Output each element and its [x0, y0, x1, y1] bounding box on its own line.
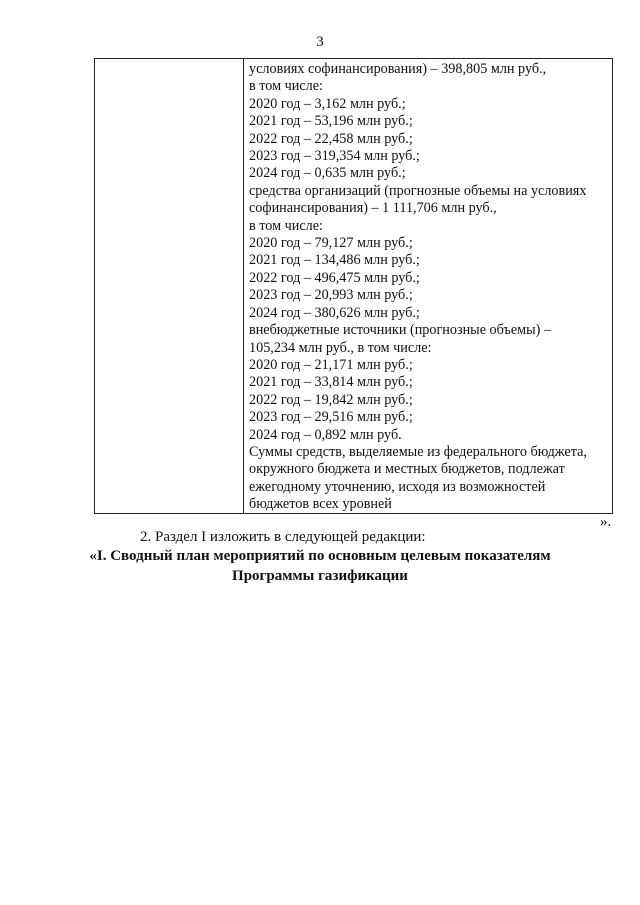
- table-cell-line: 2024 год – 0,892 млн руб.: [249, 426, 402, 443]
- table-cell-line: 2020 год – 3,162 млн руб.;: [249, 95, 406, 112]
- table-cell-line: 2023 год – 20,993 млн руб.;: [249, 287, 413, 304]
- table-cell-line: 2024 год – 380,626 млн руб.;: [249, 304, 420, 321]
- table-cell-line: 2021 год – 33,814 млн руб.;: [249, 374, 413, 391]
- closing-quote: ».: [600, 514, 612, 530]
- table-cell-line: 2022 год – 19,842 млн руб.;: [249, 391, 413, 408]
- table-cell-line: 2020 год – 21,171 млн руб.;: [249, 356, 413, 373]
- table-cell-line: 2023 год – 319,354 млн руб.;: [249, 148, 420, 165]
- table-cell-line: 105,234 млн руб., в том числе:: [249, 339, 432, 356]
- table-cell-line: 2021 год – 53,196 млн руб.;: [249, 113, 413, 130]
- table-cell-line: условиях софинансирования) – 398,805 млн руб.,: [249, 61, 547, 77]
- table-cell-line: окружного бюджета и местных бюджетов, подлежат: [249, 461, 565, 478]
- table-cell-line: софинансирования) – 1 111,706 млн руб.,: [249, 200, 497, 217]
- table-cell-line: бюджетов всех уровней: [249, 496, 392, 513]
- table-cell-financing-text: [249, 61, 611, 514]
- table-cell-line: 2024 год – 0,635 млн руб.;: [249, 165, 406, 182]
- page-number: 3: [316, 34, 324, 50]
- table-cell-line: 2021 год – 134,486 млн руб.;: [249, 252, 420, 269]
- table-cell-line: Суммы средств, выделяемые из федерального бюджета,: [249, 443, 587, 460]
- table-cell-line: внебюджетные источники (прогнозные объемы) –: [249, 322, 552, 339]
- section-heading-line-2: Программы газификации: [232, 568, 408, 584]
- table-cell-line: 2020 год – 79,127 млн руб.;: [249, 235, 413, 252]
- table-column-divider: [243, 59, 244, 513]
- amendment-item-2: 2. Раздел I изложить в следующей редакции:: [140, 529, 426, 545]
- table-cell-line: 2022 год – 22,458 млн руб.;: [249, 130, 413, 147]
- section-heading-line-1: «I. Сводный план мероприятий по основным целевым показателям: [89, 548, 551, 564]
- table-cell-line: в том числе:: [249, 217, 323, 234]
- table-cell-line: 2023 год – 29,516 млн руб.;: [249, 409, 413, 426]
- table-cell-line: средства организаций (прогнозные объемы на условиях: [249, 182, 587, 199]
- table-cell-line: в том числе:: [249, 78, 323, 95]
- financing-table: [94, 58, 613, 514]
- table-cell-line: 2022 год – 496,475 млн руб.;: [249, 269, 420, 286]
- table-cell-line: ежегодному уточнению, исходя из возможностей: [249, 478, 546, 495]
